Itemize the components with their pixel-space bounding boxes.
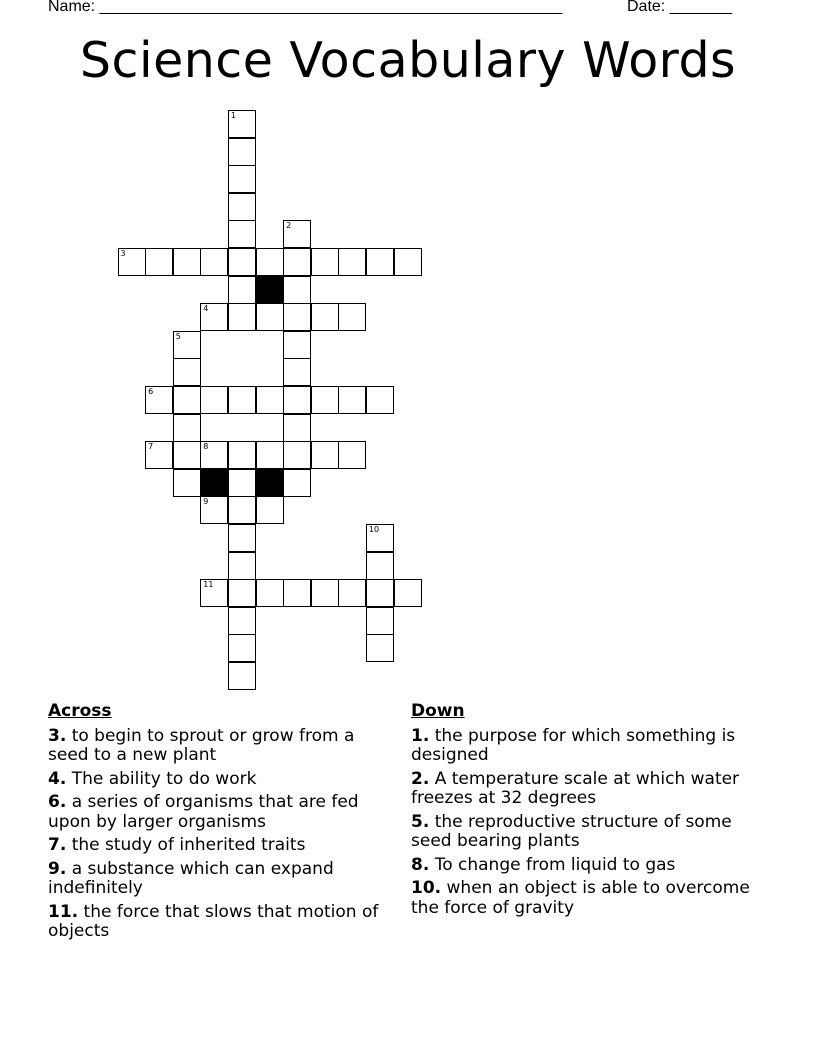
crossword-cell[interactable] xyxy=(311,579,339,607)
cell-number: 9 xyxy=(203,497,209,507)
crossword-cell[interactable] xyxy=(145,386,173,414)
cell-number: 3 xyxy=(120,249,126,258)
clue-text: To change from liquid to gas xyxy=(434,854,676,875)
crossword-cell[interactable] xyxy=(228,303,256,331)
crossword-cell[interactable] xyxy=(200,303,228,331)
crossword-cell[interactable] xyxy=(311,248,339,276)
crossword-cell[interactable] xyxy=(283,303,311,331)
crossword-cell[interactable] xyxy=(338,386,366,414)
crossword-cell[interactable] xyxy=(228,552,256,580)
crossword-cell[interactable] xyxy=(256,441,284,469)
crossword-black-cell xyxy=(200,469,228,497)
crossword-cell[interactable] xyxy=(228,248,256,276)
crossword-cell[interactable] xyxy=(283,331,311,359)
crossword-cell[interactable] xyxy=(283,386,311,414)
clue-number: 2. xyxy=(411,768,430,789)
crossword-cell[interactable] xyxy=(173,386,201,414)
down-clues xyxy=(411,702,761,922)
crossword-cell[interactable] xyxy=(256,579,284,607)
crossword-cell[interactable] xyxy=(283,358,311,386)
crossword-cell[interactable] xyxy=(338,248,366,276)
crossword-cell[interactable] xyxy=(228,193,256,221)
cell-number: 4 xyxy=(203,304,209,314)
clue-number: 3. xyxy=(48,725,67,746)
clue-number: 11. xyxy=(48,901,79,922)
crossword-cell[interactable] xyxy=(173,331,201,359)
crossword-cell[interactable] xyxy=(200,579,228,607)
crossword-cell[interactable] xyxy=(366,579,394,607)
crossword-cell[interactable] xyxy=(228,441,256,469)
name-field-label: Name: ____________________________________________________ xyxy=(48,0,563,15)
cell-number: 1 xyxy=(230,111,236,120)
clue-down-8 xyxy=(411,856,761,876)
crossword-cell[interactable] xyxy=(228,579,256,607)
clue-number: 9. xyxy=(48,858,67,879)
clue-text: when an object is able to overcome the force of gravity xyxy=(411,878,750,918)
crossword-cell[interactable] xyxy=(228,138,256,166)
crossword-cell[interactable] xyxy=(366,634,394,662)
clue-across-9 xyxy=(48,860,393,899)
crossword-cell[interactable] xyxy=(200,441,228,469)
crossword-cell[interactable] xyxy=(366,386,394,414)
crossword-cell[interactable] xyxy=(338,303,366,331)
crossword-cell[interactable] xyxy=(283,276,311,304)
crossword-cell[interactable] xyxy=(173,358,201,386)
crossword-cell[interactable] xyxy=(145,441,173,469)
crossword-cell[interactable] xyxy=(173,441,201,469)
crossword-cell[interactable] xyxy=(311,303,339,331)
clue-down-2 xyxy=(411,770,761,809)
clue-number: 8. xyxy=(411,854,430,875)
crossword-cell[interactable] xyxy=(173,414,201,442)
crossword-cell[interactable] xyxy=(311,441,339,469)
crossword-cell[interactable] xyxy=(173,469,201,497)
clue-across-7 xyxy=(48,836,393,856)
crossword-cell[interactable] xyxy=(283,441,311,469)
crossword-cell[interactable] xyxy=(228,496,256,524)
clue-text: the force that slows that motion of objects xyxy=(48,901,379,941)
crossword-cell[interactable] xyxy=(228,524,256,552)
clue-text: to begin to sprout or grow from a seed to a new plant xyxy=(48,725,355,765)
crossword-cell[interactable] xyxy=(338,441,366,469)
date-field-label: Date: _______ xyxy=(627,0,732,15)
cell-number: 5 xyxy=(175,331,181,341)
across-clues xyxy=(48,702,393,946)
crossword-cell[interactable] xyxy=(283,248,311,276)
crossword-black-cell xyxy=(256,469,284,497)
crossword-cell[interactable] xyxy=(200,248,228,276)
crossword-cell[interactable] xyxy=(200,496,228,524)
crossword-cell[interactable] xyxy=(228,276,256,304)
clue-number: 10. xyxy=(411,878,442,898)
cell-number: 7 xyxy=(148,442,154,452)
crossword-cell[interactable] xyxy=(366,552,394,580)
crossword-cell[interactable] xyxy=(394,579,422,607)
crossword-black-cell xyxy=(256,276,284,304)
crossword-cell[interactable] xyxy=(228,607,256,635)
crossword-cell[interactable] xyxy=(256,496,284,524)
clue-down-5 xyxy=(411,813,761,852)
crossword-cell[interactable] xyxy=(173,248,201,276)
crossword-cell[interactable] xyxy=(394,248,422,276)
clue-across-3 xyxy=(48,727,393,766)
crossword-cell[interactable] xyxy=(283,469,311,497)
clue-number: 4. xyxy=(48,768,67,789)
down-heading: Down xyxy=(411,701,465,721)
clue-across-6 xyxy=(48,793,393,832)
clue-number: 7. xyxy=(48,835,67,855)
page-title: Science Vocabulary Words xyxy=(79,32,737,89)
clue-text: A temperature scale at which water freezes at 32 degrees xyxy=(411,768,740,808)
crossword-cell[interactable] xyxy=(366,248,394,276)
crossword-cell[interactable] xyxy=(200,386,228,414)
crossword-cell[interactable] xyxy=(228,386,256,414)
cell-number: 11 xyxy=(203,580,214,590)
crossword-cell[interactable] xyxy=(228,469,256,497)
crossword-cell[interactable] xyxy=(228,662,256,690)
crossword-cell[interactable] xyxy=(228,165,256,193)
crossword-cell[interactable] xyxy=(228,110,256,138)
cell-number: 10 xyxy=(368,525,380,534)
clue-text: a substance which can expand indefinitely xyxy=(48,858,334,898)
clue-text: The ability to do work xyxy=(71,768,257,789)
crossword-cell[interactable] xyxy=(228,220,256,248)
cell-number: 8 xyxy=(203,442,209,452)
clue-down-10 xyxy=(411,879,761,918)
clue-text: the study of inherited traits xyxy=(71,835,306,855)
clue-down-1 xyxy=(411,727,761,766)
clue-across-4 xyxy=(48,770,393,790)
crossword-cell[interactable] xyxy=(366,607,394,635)
crossword-cell[interactable] xyxy=(283,414,311,442)
cell-number: 6 xyxy=(148,387,154,396)
crossword-cell[interactable] xyxy=(283,579,311,607)
cell-number: 2 xyxy=(286,221,292,231)
crossword-cell[interactable] xyxy=(311,386,339,414)
crossword-cell[interactable] xyxy=(145,248,173,276)
crossword-cell[interactable] xyxy=(228,634,256,662)
crossword-cell[interactable] xyxy=(118,248,146,276)
clue-number: 1. xyxy=(411,725,430,746)
clue-number: 6. xyxy=(48,792,67,812)
clue-number: 5. xyxy=(411,811,430,832)
clue-text: a series of organisms that are fed upon by larger organisms xyxy=(48,792,359,832)
crossword-cell[interactable] xyxy=(256,303,284,331)
crossword-cell[interactable] xyxy=(256,386,284,414)
clue-text: the purpose for which something is designed xyxy=(411,725,736,765)
crossword-cell[interactable] xyxy=(366,524,394,552)
clue-across-11 xyxy=(48,903,393,942)
crossword-cell[interactable] xyxy=(283,220,311,248)
crossword-cell[interactable] xyxy=(338,579,366,607)
across-heading: Across xyxy=(48,701,112,721)
crossword-cell[interactable] xyxy=(256,248,284,276)
clue-text: the reproductive structure of some seed bearing plants xyxy=(411,811,732,851)
